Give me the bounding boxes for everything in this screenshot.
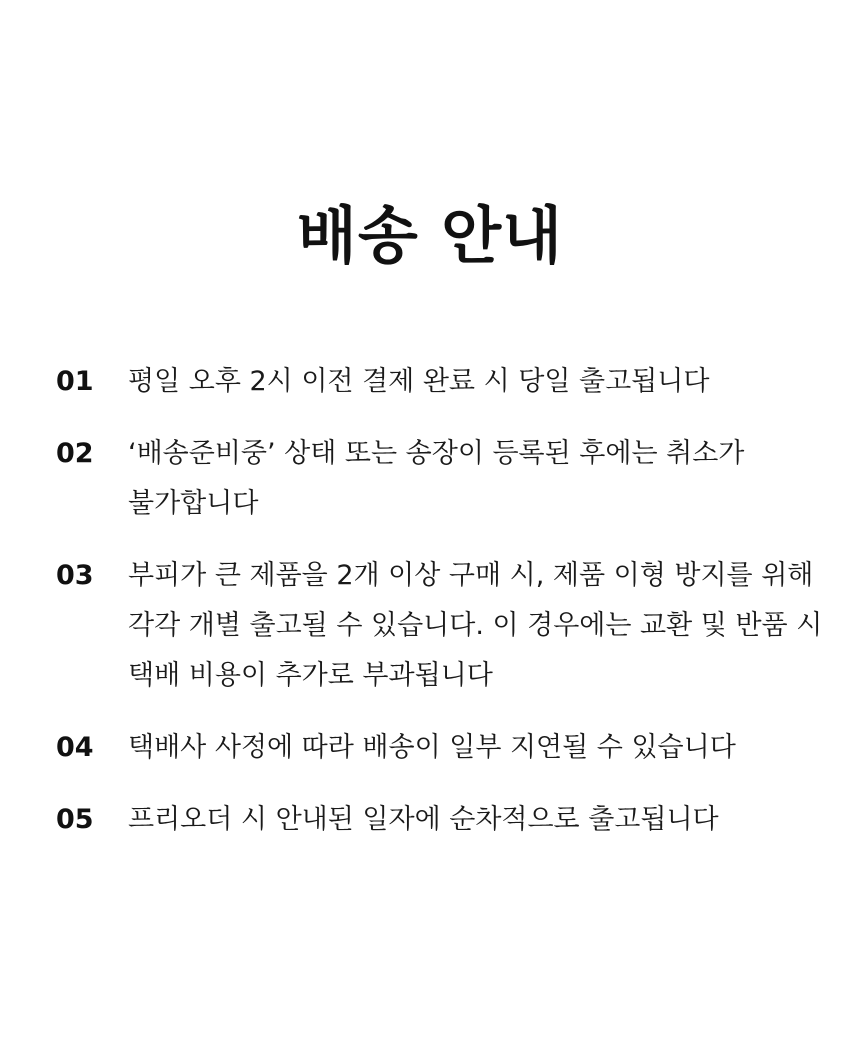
notice-number: 02	[56, 438, 94, 469]
page-title: 배송 안내	[296, 199, 564, 272]
notice-text: 부피가 큰 제품을 2개 이상 구매 시, 제품 이형 방지를 위해 각각 개별 출고될 수 있습니다. 이 경우에는 교환 및 반품 시 택배 비용이 추가로 부과됩니다	[128, 560, 823, 691]
notice-item	[0, 551, 860, 701]
notice-number: 04	[56, 732, 94, 763]
notice-text: ‘배송준비중’ 상태 또는 송장이 등록된 후에는 취소가 불가합니다	[128, 438, 745, 519]
notice-number: 01	[56, 366, 94, 397]
notice-item	[0, 795, 860, 845]
notice-number: 05	[56, 804, 94, 835]
notice-item	[0, 357, 860, 407]
notice-number: 03	[56, 560, 94, 591]
notice-item	[0, 429, 860, 529]
notice-text: 택배사 사정에 따라 배송이 일부 지연될 수 있습니다	[128, 732, 736, 763]
notice-text: 평일 오후 2시 이전 결제 완료 시 당일 출고됩니다	[128, 366, 710, 397]
notice-text: 프리오더 시 안내된 일자에 순차적으로 출고됩니다	[128, 804, 719, 835]
shipping-notice-list	[0, 357, 860, 867]
notice-item	[0, 723, 860, 773]
